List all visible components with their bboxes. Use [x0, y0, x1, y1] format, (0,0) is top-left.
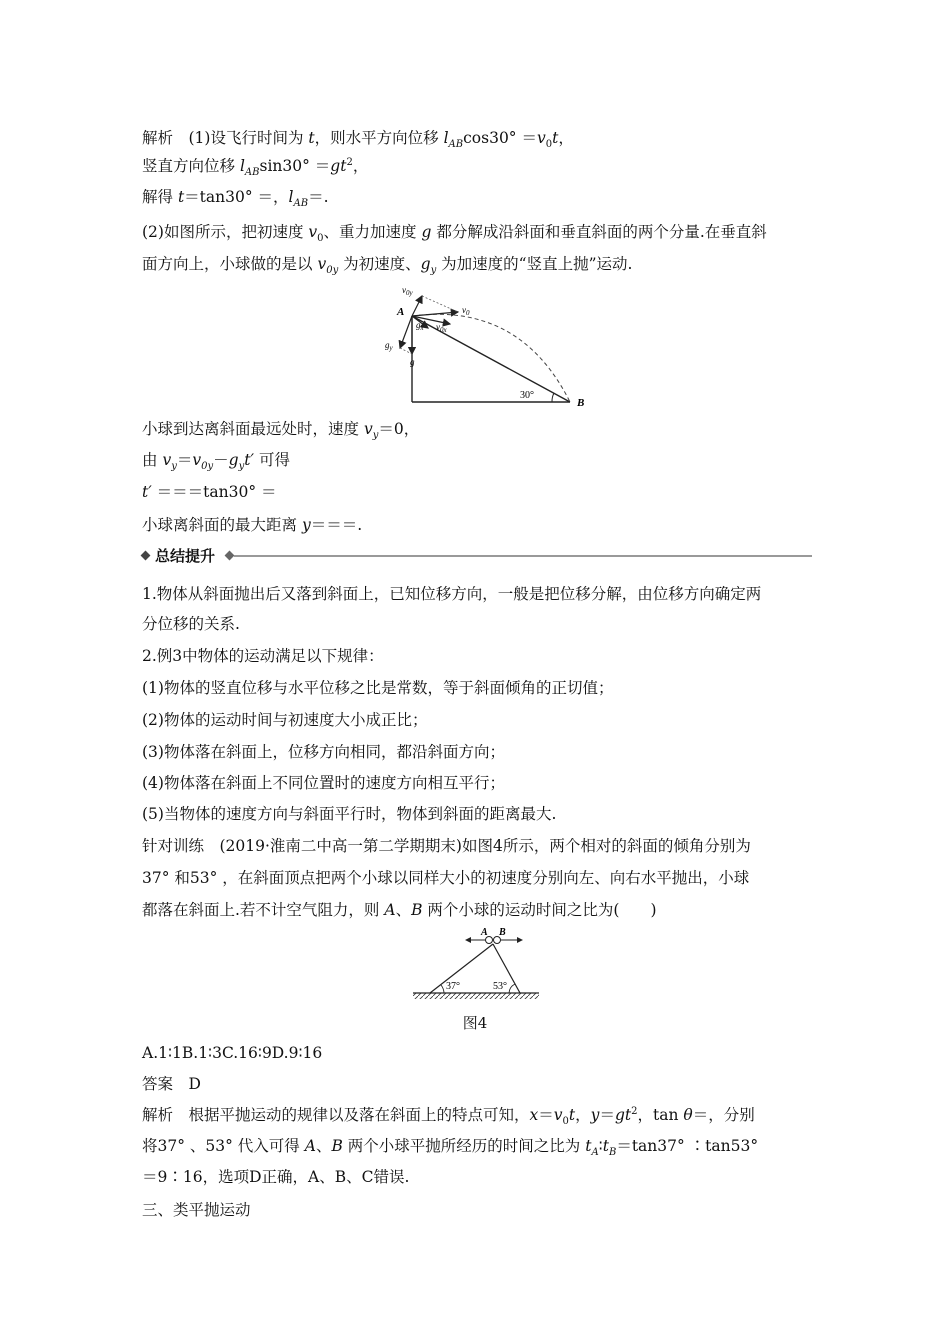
v0-arrow: [412, 312, 458, 316]
right-angle-label: 53°: [493, 981, 507, 992]
summary-rule-5: (5)当物体的速度方向与斜面平行时，物体到斜面的距离最大.: [142, 805, 557, 823]
summary-rule-2: (2)物体的运动时间与初速度大小成正比；: [142, 711, 428, 729]
exercise-line-1: 针对训练 (2019·淮南二中高一第二学期期末)如图4所示，两个相对的斜面的倾角分别为: [142, 837, 751, 855]
v0y-label: $v_{0y}$: [402, 285, 413, 297]
analysis-line-5: 面方向上，小球做的是以 $v_{0y}$ 为初速度、$g_y$ 为加速度的“竖直上抛”运动.: [142, 255, 633, 277]
summary-rule-1: (1)物体的竖直位移与水平位移之比是常数，等于斜面倾角的正切值；: [142, 679, 614, 697]
double-incline-diagram: [408, 926, 548, 1002]
summary-rule-3: (3)物体落在斜面上，位移方向相同，都沿斜面方向；: [142, 743, 505, 761]
analysis2-line-4: 小球离斜面的最大距离 y＝＝＝.: [142, 516, 363, 534]
summary-p1-line2: 分位移的关系.: [142, 615, 240, 633]
solution-line-1: 解析 根据平抛运动的规律以及落在斜面上的特点可知，$x=v_0t$，$y=gt^2$，tan θ＝，分别: [142, 1105, 755, 1128]
ground-hatch: [413, 993, 539, 999]
answer-options: A.1∶1B.1∶3C.16∶9D.9∶16: [142, 1044, 323, 1062]
left-slope: [430, 944, 493, 993]
ball-b-label: B: [499, 927, 506, 938]
g-label: g: [410, 357, 415, 367]
summary-p2: 2.例3中物体的运动满足以下规律：: [142, 647, 384, 665]
exercise-line-2: 37° 和53° ，在斜面顶点把两个小球以同样大小的初速度分别向左、向右水平抛出，小球: [142, 869, 750, 887]
gy-label: $g_y$: [385, 340, 393, 352]
analysis-line-1: 解析 (1)设飞行时间为 t，则水平方向位移 $l_{AB}\cos 30^\circ =v_0t$，: [142, 129, 574, 151]
v0y-arrow: [412, 296, 422, 316]
analysis2-line-1: 小球到达离斜面最远处时，速度 $v_y=0$，: [142, 420, 420, 442]
analysis-line-2: 竖直方向位移 $l_{AB}\sin 30^\circ =gt^2$，: [142, 156, 369, 179]
answer: 答案 D: [142, 1075, 201, 1093]
summary-rule-4: (4)物体落在斜面上不同位置时的速度方向相互平行；: [142, 774, 505, 792]
gx-label: $g_x$: [416, 320, 424, 332]
analysis-line-3: 解得 t＝tan30° ＝，$l_{AB}=$.: [142, 188, 329, 210]
summary-divider: [234, 555, 812, 557]
analysis2-line-2: 由 $v_y=v_{0y}-g_yt'$ 可得: [142, 451, 290, 473]
figure-caption: 图4: [462, 1014, 488, 1032]
left-angle-label: 37°: [446, 981, 460, 992]
point-a-label: A: [397, 306, 405, 318]
diamond-icon: [141, 551, 151, 561]
gy-arrow: [400, 316, 412, 348]
summary-header: [142, 546, 812, 566]
summary-p1-line1: 1.物体从斜面抛出后又落到斜面上，已知位移方向，一般是把位移分解，由位移方向确定两: [142, 585, 762, 603]
exercise-line-3: 都落在斜面上.若不计空气阻力，则 A、B 两个小球的运动时间之比为( ): [142, 901, 657, 919]
v0x-label: $v_{0x}$: [436, 322, 447, 334]
v0-label: $v_0$: [462, 305, 470, 317]
solution-line-2: 将37° 、53° 代入可得 A、B 两个小球平抛所经历的时间之比为 $t_A∶t_B=\tan 37^\circ$ ∶tan53°: [142, 1137, 759, 1159]
analysis2-line-3: t′ ＝＝＝tan30° ＝: [142, 483, 277, 501]
angle-arc: [552, 393, 554, 402]
summary-title: 总结提升: [142, 546, 215, 566]
left-angle-arc: [441, 985, 444, 993]
v0-guide: [422, 296, 458, 312]
incline-diagram: [370, 282, 590, 410]
solution-line-3: ＝9∶16，选项D正确，A、B、C错误.: [142, 1168, 410, 1186]
point-b-label: B: [577, 397, 585, 409]
ball-a-label: A: [481, 927, 488, 938]
divider-diamond-icon: [225, 551, 235, 561]
analysis-line-4: (2)如图所示，把初速度 $v_0$、重力加速度 g 都分解成沿斜面和垂直斜面的两个分量.在垂直斜: [142, 223, 767, 245]
right-angle-arc: [509, 984, 515, 993]
g-guide: [400, 348, 412, 354]
section-heading: 三、类平抛运动: [142, 1201, 251, 1219]
angle-label: 30°: [520, 390, 534, 401]
